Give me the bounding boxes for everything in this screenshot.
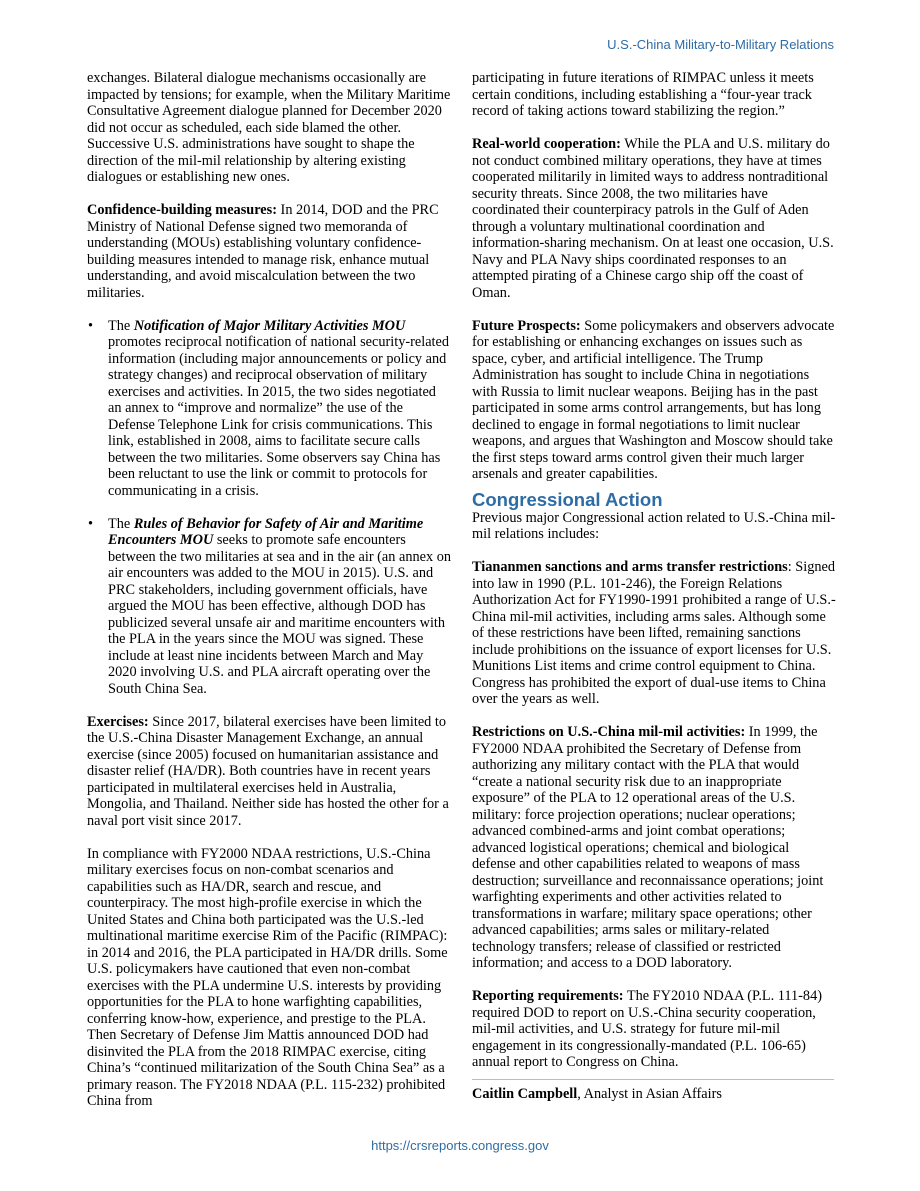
right-column (472, 70, 836, 1102)
paragraph-future (472, 318, 836, 483)
list-item-rules-mou (108, 516, 451, 698)
heading-real-world: Real-world cooperation: (472, 136, 621, 152)
text-restrictions: In 1999, the FY2000 NDAA prohibited the Secretary of Defense from authorizing any military contact with the PLA that would “create a national security risk due to an inappropriate exposure” of the PLA to 12 operational areas of the U.S. military: force projection operations; nuclear operations; advanced combined-arms and joint combat operations; advanced logistical operations; chemical and biological defense and other capabilities related to weapons of mass destruction; surveillance and reconnaissance operations; joint warfighting experiments and other activities related to transformations in warfare; military space operations; other advanced capabilities; arms sales or military-related technology transfers; release of classified or restricted information; and access to a DOD laboratory. (472, 724, 824, 971)
footer-url[interactable]: https://crsreports.congress.gov (371, 1138, 549, 1153)
bullet-prefix: The (108, 515, 134, 532)
heading-confidence-building: Confidence-building measures: (87, 202, 277, 218)
mou-title-rules: Rules of Behavior for Safety of Air and Maritime Encounters MOU (108, 515, 424, 548)
heading-reporting: Reporting requirements: (472, 988, 624, 1004)
text-real-world: While the PLA and U.S. military do not conduct combined military operations, they have at times cooperated militarily in limited ways to address nontraditional security threats. Since 2008, the two militaries have coordinated their counterpiracy patrols in the Gulf of Aden through a voluntary multinational coordination and information-sharing mechanism. On at least one occasion, U.S. Navy and PLA Navy ships coordinated responses to an attempted pirating of a Chinese cargo ship off the coast of Oman. (472, 136, 834, 301)
paragraph-rimpac: participating in future iterations of RIMPAC unless it meets certain conditions, including establishing a “four-year track record of taking actions toward stabilizing the region.” (472, 70, 814, 119)
text-future: Some policymakers and observers advocate for establishing or enhancing exchanges on issues such as space, cyber, and artificial intelligence. The Trump Administration has sought to include China in negotiations with Russia to limit nuclear weapons. Beijing has in the past participated in some arms control arrangements, but has long declined to engage in formal negotiations to limit nuclear weapons, and argues that Washington and Moscow should take the first steps toward arms control given their much larger arsenals and greater capabilities. (472, 317, 835, 482)
paragraph-reporting (472, 988, 836, 1071)
list-item-notification-mou (108, 318, 451, 500)
text-reporting: The FY2010 NDAA (P.L. 111-84) required DOD to report on U.S.-China security cooperation, mil-mil activities, and U.S. strategy for future mil-mil engagement in its congressionally-mandated (P.L. 106-65) annual report to Congress on China. (472, 988, 822, 1070)
author-block (472, 1079, 834, 1103)
mou-list (87, 318, 451, 698)
paragraph-intro: Previous major Congressional action related to U.S.-China mil-mil relations includes: (472, 509, 836, 542)
paragraph-tiananmen (472, 559, 836, 708)
author-title: , Analyst in Asian Affairs (577, 1085, 722, 1102)
text-confidence-building: In 2014, DOD and the PRC Ministry of National Defense signed two memoranda of understanding (MOUs) establishing voluntary confidence-building measures intended to manage risk, enhance mutual understanding, and avoid miscalculation between the two militaries. (87, 202, 439, 301)
text-tiananmen: : Signed into law in 1990 (P.L. 101-246), the Foreign Relations Authorization Act for FY1990-1991 prohibited a range of U.S.-China mil-mil activities, including arms sales. Although some of these restrictions have been lifted, remaining sanctions include prohibitions on the issuance of export licenses for U.S. Munitions List items and crime control equipment to China. Congress has prohibited the export of dual-use items to China over the years as well. (472, 559, 836, 707)
running-header: U.S.-China Military-to-Military Relations (607, 37, 834, 52)
section-heading-congressional-action: Congressional Action (472, 488, 663, 510)
paragraph-restrictions (472, 724, 836, 972)
author-name: Caitlin Campbell (472, 1085, 578, 1102)
bullet-text-rules: seeks to promote safe encounters between the two militaries at sea and in the air (an annex on air encounters was added to the MOU in 2015). U.S. and PRC stakeholders, including government officials, have argued the MOU has been effective, although DOD has publicized several unsafe air and maritime encounters with the PLA in the years since the MOU was signed. These include at least nine incidents between March and May 2020 involving U.S. and PLA aircraft operating over the South China Sea. (108, 532, 451, 697)
bullet-text-notification: promotes reciprocal notification of national security-related information (including major announcements or policy and strategy changes) and reciprocal observation of military exercises and activities. In 2015, the two sides negotiated an annex to “improve and normalize” the use of the Defense Telephone Link for crisis communications. This link, established in 2008, aims to facilitate secure calls between the two militaries. Some observers say China has been reluctant to use the link or commit to protocols for communicating in a crisis. (108, 334, 450, 499)
text-exercises: Since 2017, bilateral exercises have been limited to the U.S.-China Disaster Management Exchange, an annual exercise (since 2005) focused on humanitarian assistance and disaster relief (HA/DR). Both countries have in recent years participated in multilateral exercises held in Australia, Mongolia, and Thailand. Neither side has hosted the other for a naval port visit since 2017. (87, 713, 449, 829)
heading-future: Future Prospects: (472, 317, 581, 334)
paragraph-compliance: In compliance with FY2000 NDAA restrictions, U.S.-China military exercises focus on non-combat scenarios and capabilities such as HA/DR, search and rescue, and counterpiracy. The most high-profile exercise in which the United States and China both participated was the U.S.-led multinational maritime exercise Rim of the Pacific (RIMPAC): in 2014 and 2016, the PLA participated in HA/DR drills. Some U.S. policymakers have cautioned that even non-combat exercises with the PLA undermine U.S. interests by providing opportunities for the PLA to hone warfighting capabilities, conferring know-how, experience, and prestige to the PLA. Then Secretary of Defense Jim Mattis announced DOD had disinvited the PLA from the 2018 RIMPAC exercise, citing China’s “continued militarization of the South China Sea” as a primary reason. The FY2018 NDAA (P.L. 115-232) prohibited China from (87, 845, 448, 1109)
left-column (87, 70, 451, 1110)
mou-title-notification: Notification of Major Military Activities MOU (133, 317, 406, 334)
paragraph-real-world (472, 136, 836, 301)
heading-exercises: Exercises: (87, 713, 149, 730)
paragraph-confidence-building (87, 202, 451, 301)
heading-restrictions: Restrictions on U.S.-China mil-mil activities: (472, 724, 746, 740)
paragraph-exercises (87, 714, 451, 830)
heading-tiananmen: Tiananmen sanctions and arms transfer restrictions (472, 559, 788, 575)
bullet-prefix: The (108, 317, 134, 334)
paragraph-exchanges: exchanges. Bilateral dialogue mechanisms occasionally are impacted by tensions; for example, when the Military Maritime Consultative Agreement dialogue planned for December 2020 did not occur as scheduled, each side blamed the other. Successive U.S. administrations have sought to shape the direction of the mil-mil relationship by altering existing dialogues or establishing new ones. (87, 70, 451, 185)
